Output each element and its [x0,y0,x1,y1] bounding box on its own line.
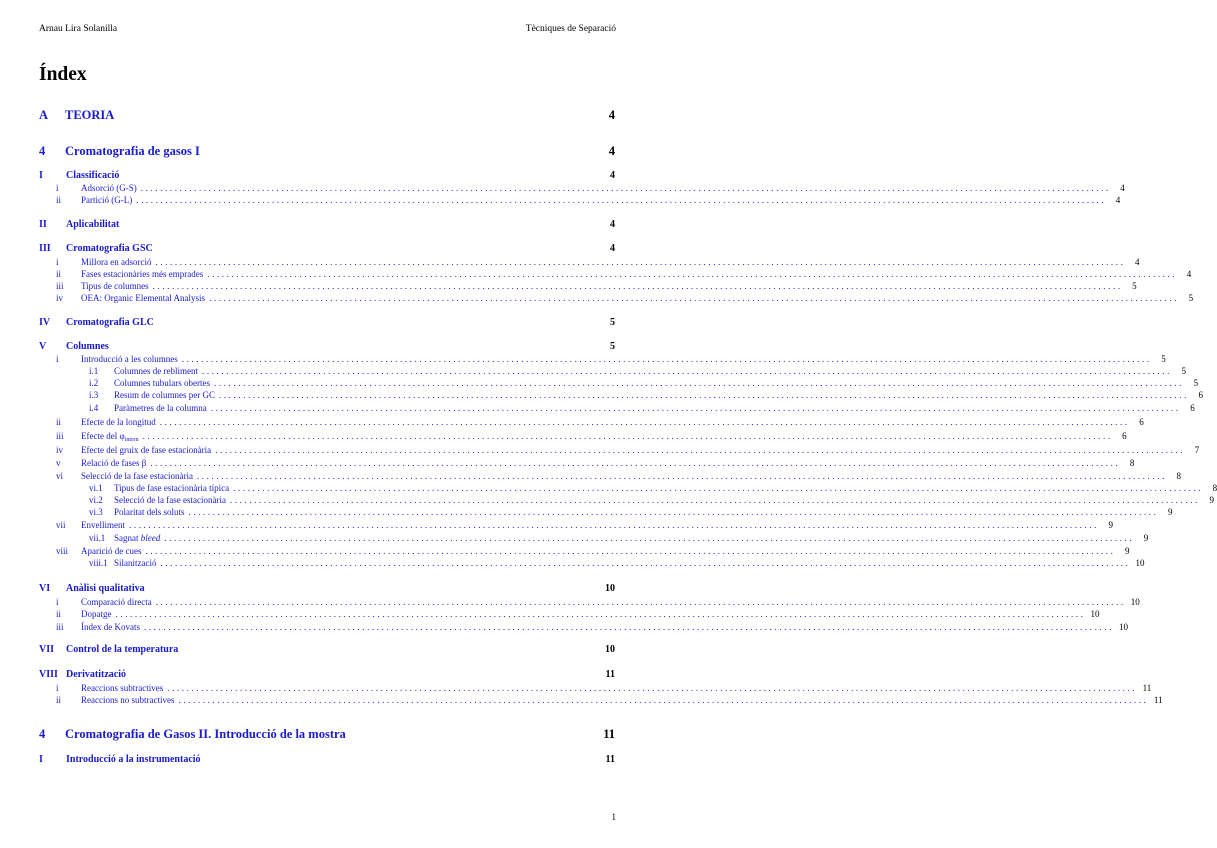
page-title: Índex [39,64,87,85]
toc-entry[interactable] [39,482,1217,494]
toc-entry[interactable] [39,694,1163,706]
toc-entry-label: Comparació directa [81,597,152,607]
toc-entry-page: 6 [1190,403,1195,413]
toc-entry-number: viii.1 [89,558,108,568]
toc-entry[interactable] [39,416,1144,428]
toc-entry[interactable] [39,557,1145,569]
toc-leader-dots: ........................................................................................................................................................................................................ [150,458,1121,468]
toc-entry-number: II [39,219,47,230]
toc-entry[interactable] [39,669,615,681]
toc-entry-label: Derivatització [66,669,126,680]
toc-entry[interactable] [39,268,1192,280]
toc-entry-page: 11 [1142,683,1152,693]
toc-entry-label: Sagnat bleed [114,533,161,543]
toc-entry-label: Efecte de la longitud [81,417,156,427]
toc-entry[interactable] [39,377,1198,389]
toc-entry-label: Dopatge [81,609,112,619]
toc-entry-page: 4 [610,243,615,254]
toc-leader-dots: ........................................................................................................................................................................................................ [143,622,1114,632]
toc-entry-number: VI [39,583,51,594]
toc-entry[interactable] [39,143,615,159]
toc-entry-page: 5 [1193,378,1198,388]
toc-leader-dots: ........................................................................................................................................................................................................ [209,293,1180,303]
toc-entry-number: vi.2 [89,495,103,505]
toc-entry[interactable] [39,256,1140,268]
toc-entry-page: 6 [1198,390,1203,400]
toc-entry-page: 4 [608,108,615,122]
toc-entry-number: i [56,597,59,607]
toc-entry-label: Aplicabilitat [66,219,120,230]
toc-entry[interactable] [39,726,615,742]
toc-entry-number: iii [56,431,64,441]
toc-entry[interactable] [39,341,615,353]
toc-entry-number: ii [56,195,62,205]
toc-entry[interactable] [39,583,615,595]
toc-entry-label: Envelliment [81,520,125,530]
toc-entry-label: Selecció de la fase estacionària [81,471,193,481]
toc-entry-subscript: intern [124,437,139,443]
toc-entry-number: vi.1 [89,483,103,493]
toc-leader-dots: ........................................................................................................................................................................................................ [207,269,1178,279]
toc-entry[interactable] [39,506,1173,518]
toc-entry[interactable] [39,754,615,766]
toc-entry-page: 5 [1161,354,1166,364]
toc-entry-number: ii [56,417,62,427]
toc-entry-number: V [39,341,47,352]
toc-entry[interactable] [39,608,1100,620]
toc-leader-dots: ........................................................................................................................................................................................................ [215,445,1186,455]
toc-entry[interactable] [39,170,615,182]
toc-entry[interactable] [39,644,615,656]
toc-entry-label: Paràmetres de la columna [114,403,207,413]
toc-entry[interactable] [39,596,1140,608]
toc-entry-number: i.1 [89,366,99,376]
toc-leader-dots: ........................................................................................................................................................................................................ [164,533,1135,543]
toc-entry-page: 5 [1132,281,1137,291]
toc-entry[interactable] [39,243,615,255]
toc-entry-label: Anàlisi qualitativa [66,583,145,594]
toc-leader-dots: ........................................................................................................................................................................................................ [167,683,1138,693]
toc-entry-page: 8 [1212,483,1217,493]
toc-entry[interactable] [39,545,1130,557]
toc-entry-number: ii [56,609,62,619]
toc-entry-label: Aparició de cues [81,546,142,556]
toc-entry-page: 10 [1118,622,1128,632]
toc-entry-page: 11 [1153,695,1163,705]
toc-entry[interactable] [39,430,1127,443]
toc-entry[interactable] [39,219,615,231]
toc-entry[interactable] [39,317,615,329]
toc-entry-label: Partició (G-L) [81,195,133,205]
toc-entry-page: 4 [608,144,615,158]
toc-entry-number: I [39,754,43,765]
toc-entry-page: 11 [605,669,615,680]
toc-entry-label: Columnes [66,341,109,352]
toc-entry[interactable] [39,494,1214,506]
toc-leader-dots: ........................................................................................................................................................................................................ [129,520,1099,530]
toc-entry-label: OEA: Organic Elemental Analysis [81,293,206,303]
toc-entry-page: 10 [1130,597,1140,607]
toc-entry-page: 10 [605,644,615,655]
toc-entry[interactable] [39,365,1186,377]
toc-entry-number: 4 [39,727,46,741]
toc-entry-page: 5 [610,341,615,352]
running-header-course: Tècniques de Separació [525,24,616,34]
toc-entry[interactable] [39,280,1137,292]
toc-entry-number: I [39,170,43,181]
toc-entry-label: Cromatografia GLC [66,317,154,328]
toc-entry[interactable] [39,107,615,123]
toc-entry-page: 4 [1120,183,1125,193]
toc-entry-label: Cromatografia de Gasos II. Introducció de la mostra [65,727,346,741]
toc-entry-number: A [39,108,49,122]
toc-entry-page: 6 [1122,431,1127,441]
toc-entry-label: Introducció a la instrumentació [66,754,201,765]
toc-leader-dots: ........................................................................................................................................................................................................ [142,431,1113,441]
toc-entry-label: Classificació [66,170,120,181]
toc-entry-number: i.3 [89,390,99,400]
toc-entry-page: 8 [1176,471,1181,481]
toc-entry[interactable] [39,621,1128,633]
toc-entry-number: vii [56,520,66,530]
toc-entry-number: VIII [39,669,58,680]
toc-entry-page: 4 [610,170,615,181]
toc-entry-label: Cromatografia de gasos I [65,144,200,158]
toc-entry-label: Tipus de fase estacionària típica [114,483,230,493]
toc-entry[interactable] [39,682,1152,694]
toc-entry-label: Columnes tubulars obertes [114,378,210,388]
toc-leader-dots: ........................................................................................................................................................................................................ [214,378,1184,388]
toc-entry-label: Tipus de columnes [81,281,149,291]
toc-entry[interactable] [39,444,1200,456]
toc-entry-page: 10 [1135,558,1145,568]
toc-entry-number: VII [39,644,55,655]
toc-entry[interactable] [39,519,1113,531]
toc-entry-page: 4 [1134,257,1140,267]
toc-entry-label: Columnes de rebliment [114,366,198,376]
toc-entry-page: 5 [610,317,615,328]
toc-entry-number: i [56,183,59,193]
toc-entry-label: TEORIA [65,108,115,122]
toc-leader-dots: ........................................................................................................................................................................................................ [218,390,1189,400]
toc-entry-number: i.4 [89,403,99,413]
toc-entry[interactable] [39,532,1149,544]
toc-entry-label: Reaccions subtractives [81,683,164,693]
toc-leader-dots: ........................................................................................................................................................................................................ [178,695,1149,705]
toc-entry-number: viii [56,546,69,556]
toc-entry-number: i [56,257,59,267]
toc-leader-dots: ........................................................................................................................................................................................................ [233,483,1204,493]
toc-leader-dots: ........................................................................................................................................................................................................ [152,281,1123,291]
toc-entry-number: iii [56,281,64,291]
toc-entry-label: Introducció a les columnes [81,354,178,364]
toc-entry-number: IV [39,317,51,328]
toc-entry-label: Cromatografia GSC [66,243,153,254]
toc-entry-number: iv [56,445,64,455]
toc-entry-label: Resum de columnes per GC [114,390,215,400]
toc-entry-page: 10 [605,583,615,594]
toc-leader-dots: ........................................................................................................................................................................................................ [115,609,1086,619]
toc-leader-dots: ........................................................................................................................................................................................................ [136,195,1107,205]
toc-entry-label: Relació de fases β [81,458,147,468]
toc-leader-dots: ........................................................................................................................................................................................................ [196,471,1167,481]
toc-entry-page: 4 [1186,269,1192,279]
toc-entry-number: i [56,354,59,364]
toc-entry-label: Reaccions no subtractives [81,695,175,705]
toc-entry-page: 7 [1194,445,1200,455]
toc-entry-number: vi [56,471,64,481]
toc-leader-dots: ........................................................................................................................................................................................................ [145,546,1116,556]
toc-entry-page: 4 [610,219,615,230]
toc-entry-label: Millora en adsorció [81,257,152,267]
toc-entry-label: Efecte del $\varphi_{intern}$ [81,431,139,443]
toc-entry-page: 6 [1139,417,1144,427]
toc-entry-page: 5 [1181,366,1186,376]
toc-entry-label: Selecció de la fase estacionària [114,495,226,505]
page-number: 1 [611,812,616,822]
toc-leader-dots: ........................................................................................................................................................................................................ [210,403,1181,413]
toc-entry-page: 9 [1168,507,1173,517]
toc-entry-label: Fases estacionàries més emprades [81,269,204,279]
table-of-contents [39,0,1217,848]
toc-entry-label: Polaritat dels soluts [114,507,185,517]
running-header-author: Arnau Lira Solanilla [39,24,118,34]
toc-entry-page: 9 [1108,520,1113,530]
toc-leader-dots: ........................................................................................................................................................................................................ [159,417,1130,427]
toc-entry-number: iv [56,293,64,303]
toc-entry-number: iii [56,622,64,632]
toc-entry[interactable] [39,292,1194,304]
toc-entry-page: 11 [605,754,615,765]
toc-leader-dots: ........................................................................................................................................................................................................ [201,366,1172,376]
toc-leader-dots: ........................................................................................................................................................................................................ [181,354,1152,364]
toc-entry-number: i [56,683,59,693]
toc-entry-page: 8 [1129,458,1135,468]
toc-entry-label: Efecte del gruix de fase estacionària [81,445,212,455]
toc-entry[interactable] [39,353,1166,365]
toc-entry[interactable] [39,470,1181,482]
toc-entry-label: Adsorció (G-S) [81,183,137,193]
toc-leader-dots: ........................................................................................................................................................................................................ [155,597,1126,607]
toc-leader-dots: ........................................................................................................................................................................................................ [188,507,1159,517]
toc-entry-page: 9 [1124,546,1130,556]
toc-entry-page: 9 [1209,495,1214,505]
toc-entry[interactable] [39,194,1121,206]
toc-leader-dots: ........................................................................................................................................................................................................ [229,495,1200,505]
toc-entry-number: vi.3 [89,507,103,517]
toc-entry-page: 4 [1115,195,1121,205]
toc-entry-number: vii.1 [89,533,106,543]
toc-entry-number: ii [56,695,62,705]
toc-entry-page: 5 [1188,293,1194,303]
toc-entry[interactable] [39,389,1203,401]
toc-entry-label: Control de la temperatura [66,644,179,655]
toc-entry-page: 11 [603,727,615,741]
toc-leader-dots: ........................................................................................................................................................................................................ [155,257,1126,267]
toc-entry-number: v [56,458,61,468]
toc-entry-number: ii [56,269,62,279]
toc-entry-number: III [39,243,51,254]
toc-leader-dots: ........................................................................................................................................................................................................ [160,558,1131,568]
toc-entry[interactable] [39,402,1195,414]
toc-entry-label: Silanització [114,558,157,568]
toc-entry-label: Índex de Kovats [81,622,140,632]
toc-leader-dots: ........................................................................................................................................................................................................ [140,183,1111,193]
toc-entry-number: i.2 [89,378,99,388]
toc-entry-page: 10 [1090,609,1100,619]
toc-entry[interactable] [39,457,1135,469]
toc-entry[interactable] [39,182,1125,194]
toc-entry-number: 4 [39,144,46,158]
toc-entry-page: 9 [1143,533,1149,543]
